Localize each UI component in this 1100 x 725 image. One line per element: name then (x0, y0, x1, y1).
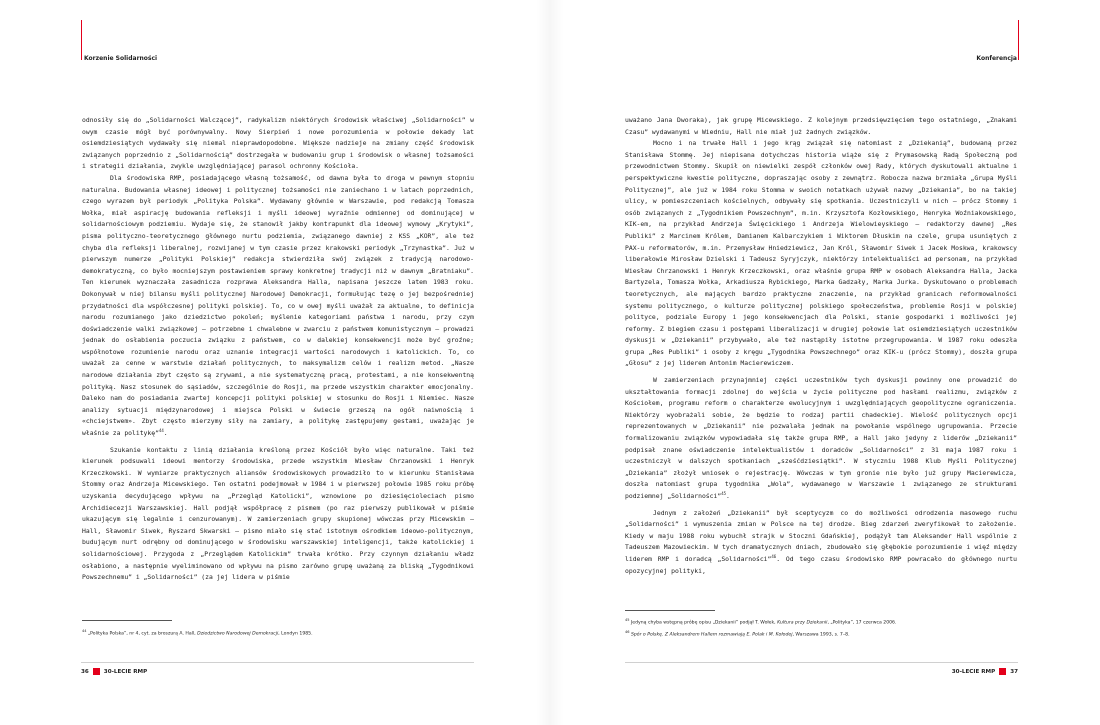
right-folio (952, 668, 1018, 675)
footnote-divider (82, 620, 172, 621)
left-header-rule (81, 20, 82, 60)
footnote-divider (625, 610, 715, 611)
left-running-head: Korzenie Solidarności (84, 55, 158, 62)
footnote: $^{46}$ Spór o Polskę. Z Aleksandrem Hallem rozmawiają E. Polak i M. Kołodej, Warszawa 1993, s. 7–8. (625, 629, 850, 638)
paragraph: uważano Jana Dworaka), jak grupę Micewskiego. Z kolejnym przedsięwzięciem tego ostatniego, „Znakami Czasu” wydawanymi w Wiedniu, Hall nie miał już żadnych związków. (625, 116, 1017, 136)
right-header-rule (1018, 20, 1019, 60)
footnote-block (625, 616, 1017, 639)
left-folio (81, 668, 147, 675)
paragraph: Szukanie kontaktu z linią działania kreśloną przez Kościół było więc naturalne. Taki też kierunek podsuwali ideowi mentorzy środowiska, przede wszystkim Wiesław Chrzanowski i Henryk Krzeczkowski. W wymiarze praktycznych aliansów środowiskowych prowadziło to w kierunku Stanisława Stommy oraz Andrzeja Micewskiego. Ten ostatni podejmował w 1984 i w pierwszej połowie 1985 roku próbę uzyskania decydującego wpływu na „Przegląd Katolicki”, wznowione po dziesięcioleciach pismo Archidiecezji Warszawskiej. Hall podjął współpracę z pismem (po raz pierwszy publikował w piśmie ukazującym się legalnie i cenzurowanym). W zamierzeniach grupy skupionej wówczas przy Micewskim – Hall, Sławomir Siwek, Ryszard Skwarski – pismo miało się stać istotnym ośrodkiem ideowo-politycznym, budującym nurt odrębny od dominującego w środowisku warszawskiej inteligencji, także katolickiej i solidarnościowej. Przygoda z „Przeglądem Katolickim” trwała krótko. Przy czynnym działaniu władz osłabiono, a następnie wyeliminowano od wpływu na pismo zarówno grupę uważaną za bliską „Tygodnikowi Powszechnemu” i „Solidarności” (za jej lidera w piśmie (82, 445, 474, 582)
footnote: $^{44}$ „Polityka Polska”, nr 4, cyt. za broszurą A. Hall, Dziedzictwo Narodowej Demokracji, Londyn 1985. (82, 629, 313, 637)
paragraph: Mocno i na trwałe Hall i jego krąg związał się natomiast z „Dziekanią”, budowaną przez Stanisława Stommę. Jej niepisana dotychczas historia wiąże się z Prymasowską Radą Społeczną pod przewodnictwem Stommy. Skupił on niewielki zespół członków owej Rady, których dyskutowali aktualne i perspektywiczne kwestie polityczne, dopraszając osoby z zewnątrz. Robocza nazwa brzmiała „Grupa Myśli Politycznej”, ale już w 1984 roku Stomma w swoich notatkach używał nazwy „Dziekania”, bo na takiej ulicy, w pomieszczeniach kościelnych, odbywały się spotkania. Uczestniczyli w nich – prócz Stommy i osób związanych z „Tygodnikiem Powszechnym”, m.in. Krzysztofa Kozłowskiego, Henryka Woźniakowskiego, KIK-em, na przykład Andrzeja Święcickiego i Andrzeja Wielowieyskiego – redaktorzy dawnej „Res Publiki” z Marcinem Królem, Damianem Kalbarczykiem i Wiktorem Dłuskim na czele, grupa usuniętych z PAX-u reformatorów, m.in. Przemysław Hniedziewicz, Jan Król, Sławomir Siwek i Jacek Moskwa, krakowscy liberałowie Mirosław Dzielski i Tadeusz Syryjczyk, niektórzy intelektualiści ad personam, na przykład Wiesław Chrzanowski i Henryk Krzeczkowski, oraz właśnie grupa RMP w osobach Aleksandra Halla, Jacka Bartyzela, Tomasza Wołka, Arkadiusza Rybickiego, Marka Gadzały, Marka Jurka. Dyskutowano o problemach teoretycznych, ale mających bardzo praktyczne znaczenie, na przykład granicach reformowalności systemu politycznego, o kulturze politycznej polskiego społeczeństwa, problemie Rosji w polskiej polityce, podziale Europy i jego konsekwencjach dla Polski, stanie gospodarki i możliwości jej reformy. Z biegiem czasu i postępami liberalizacji w drugiej połowie lat osiemdziesiątych uczestników dyskusji w „Dziekanii” przybywało, ale też nastąpiły istotne przegrupowania. W 1987 roku odeszła grupa „Res Publiki” i osoby z kręgu „Tygodnika Powszechnego” oraz KIK-u (prócz Stommy), doszła grupa „Głosu” z jej liderem Antonim Macierewiczem. (625, 139, 1017, 368)
footnote-ref[interactable]: 46 (771, 553, 777, 559)
right-running-head: Konferencja (976, 55, 1017, 62)
page-number: 37 (1010, 668, 1018, 675)
footnote-ref[interactable]: 45 (721, 490, 727, 496)
footer-rule (625, 662, 1018, 663)
folio-label: 30-LECIE RMP (951, 668, 996, 675)
left-text-column (82, 115, 474, 584)
paragraph: W zamierzeniach przynajmniej części uczestników tych dyskusji powinny one prowadzić do ukształtowania formacji zdolnej do wejścia w życie polityczne pod hasłami realizmu, związków z Kościołem, programu reform o charakterze ewolucyjnym i uwzględniających geopolityczne ograniczenia. Niektórzy wyobrażali sobie, że będzie to rodzaj partii chadeckiej. Wielość politycznych opcji reprezentowanych w „Dziekanii” nie pozwalała jednak na powołanie wspólnego ugrupowania. Przecie formalizowaniu związków wypowiadała się także grupa RMP, a Hall jako jedyny z liderów „Dziekanii” podpisał znane oświadczenie intelektualistów i doradców „Solidarności” z 31 maja 1987 roku i uczestniczył w dalszych spotkaniach „sześćdziesiątki”. W styczniu 1988 Klub Myśli Politycznej „Dziekania” złożył wniosek o rejestrację. Wówczas w tym gronie nie było już grupy Macierewicza, doszła natomiast grupa tygodnika „Wola”, wydawanego w Warszawie i związanego ze strukturami podziemnej „Solidarności”$^{45}$. (625, 376, 1017, 500)
red-square-icon (999, 668, 1006, 675)
red-square-icon (93, 668, 100, 675)
footnote: $^{45}$ Jedyną chyba wstępną próbę opisu „Dziekanii” podjął T. Wołek, Kultura przy Dziekanii, „Polityka”, 17 czerwca 2006. (625, 618, 897, 626)
folio-label: 30-LECIE RMP (103, 668, 148, 675)
paragraph: Jednym z założeń „Dziekanii” był sceptycyzm co do możliwości odrodzenia masowego ruchu „Solidarności” i wymuszenia zmian w Polsce na tej drodze. Bieg zdarzeń zweryfikował to założenie. Kiedy w maju 1988 roku wybuchł strajk w Stoczni Gdańskiej, podążył tam Aleksander Hall wspólnie z Tadeuszem Mazowieckim. W tych dramatycznych dniach, zbudowało się głębokie porozumienie i więź między liderem RMP i doradcą „Solidarności”$^{46}$. Od tego czasu środowisko RMP powracało do głównego nurtu opozycyjnej polityki, (625, 508, 1017, 575)
footer-rule (81, 662, 474, 663)
footnote-ref[interactable]: 44 (158, 427, 164, 433)
paragraph: Dla środowiska RMP, posiadającego własną tożsamość, od dawna była to droga w pewnym stopniu naturalna. Budowania własnej ideowej i politycznej tożsamości nie zaniechano i w latach poprzednich, czego wyrazem był periodyk „Polityka Polska”. Wydawany głównie w Warszawie, pod redakcją Tomasza Wołka, miał aspirację budowania refleksji i myśli ideowej wyraźnie odmiennej od dominującej w solidarnościowym podziemiu. Wydaje się, że stanowił jakby kontrapunkt dla ideowej wymowy „Krytyki”, pisma polityczno-teoretycznego głównego nurtu podziemia, związanego dawniej z KSS „KOR”, ale też chyba dla refleksji liberalnej, rozwijanej w tym czasie przez krakowski periodyk „Trzynastka”. Już w pierwszym numerze „Polityki Polskiej” redakcja stwierdziła swój związek z tradycją narodowo-demokratyczną, co było mocniejszym postawieniem sprawy konkretnej tradycji niż w dawnym „Bratniaku”. Ten kierunek wyznaczała zasadnicza rozprawa Aleksandra Halla, napisana jeszcze latem 1983 roku. Dokonywał w niej bilansu myśli politycznej Narodowej Demokracji, formułując tezę o jej bezpośredniej przydatności dla współczesnej polityki polskiej. To, co w owej myśli uważał za aktualne, to definicja narodu rozumianego jako dziedzictwo pokoleń; myślenie kategoriami państwa i narodu, przy czym doświadczenie walki związkowej – potrzebne i chwalebne w zwarciu z państwem komunistycznym – prowadzi jednak do osłabienia poczucia związku z państwem, co w dalekiej konsekwencji może być groźne; współnotowe rozumienie narodu oraz uznanie integracji wartości narodowych i katolickich. To, co uważał za cenne w warstwie działań politycznych, to maksymalizm celów i realizm metod. „Nasze narodowe działania zbyt często są zrywami, a nie systematyczną pracą, protestami, a nie konsekwentną polityką. Nasz stosunek do sąsiadów, szczególnie do Rosji, ma przede wszystkim charakter emocjonalny. Daleko nam do posiadania zwartej koncepcji polityki polskiej w stosunku do Rosji i Niemiec. Nasze analizy sytuacji międzynarodowej i miejsca Polski w świecie grzeszą na ogół naiwnością i «chciejstwem». Zbyt często mierzymy siły na zamiary, a politykę zastępujemy gestami, uważając je właśnie za politykę”$^{44}$. (82, 173, 474, 438)
page-number: 36 (81, 668, 89, 675)
paragraph: odnosiły się do „Solidarności Walczącej”, radykalizm niektórych środowisk właściwej „Solidarności” w owym czasie mógł być porównywalny. Nowy Sierpień i nowe porozumienia w połowie dekady lat osiemdziesiątych wydawały się niemal nieprawdopodobne. Większe nadzieje na zmiany część środowisk związanych poprzednio z „Solidarnością” dostrzegała w budowaniu grup i środowisk o własnej tożsamości i strategii działania, zwykle uwzględniającej parasol ochronny Kościoła. (82, 116, 474, 171)
right-text-column (625, 115, 1017, 577)
